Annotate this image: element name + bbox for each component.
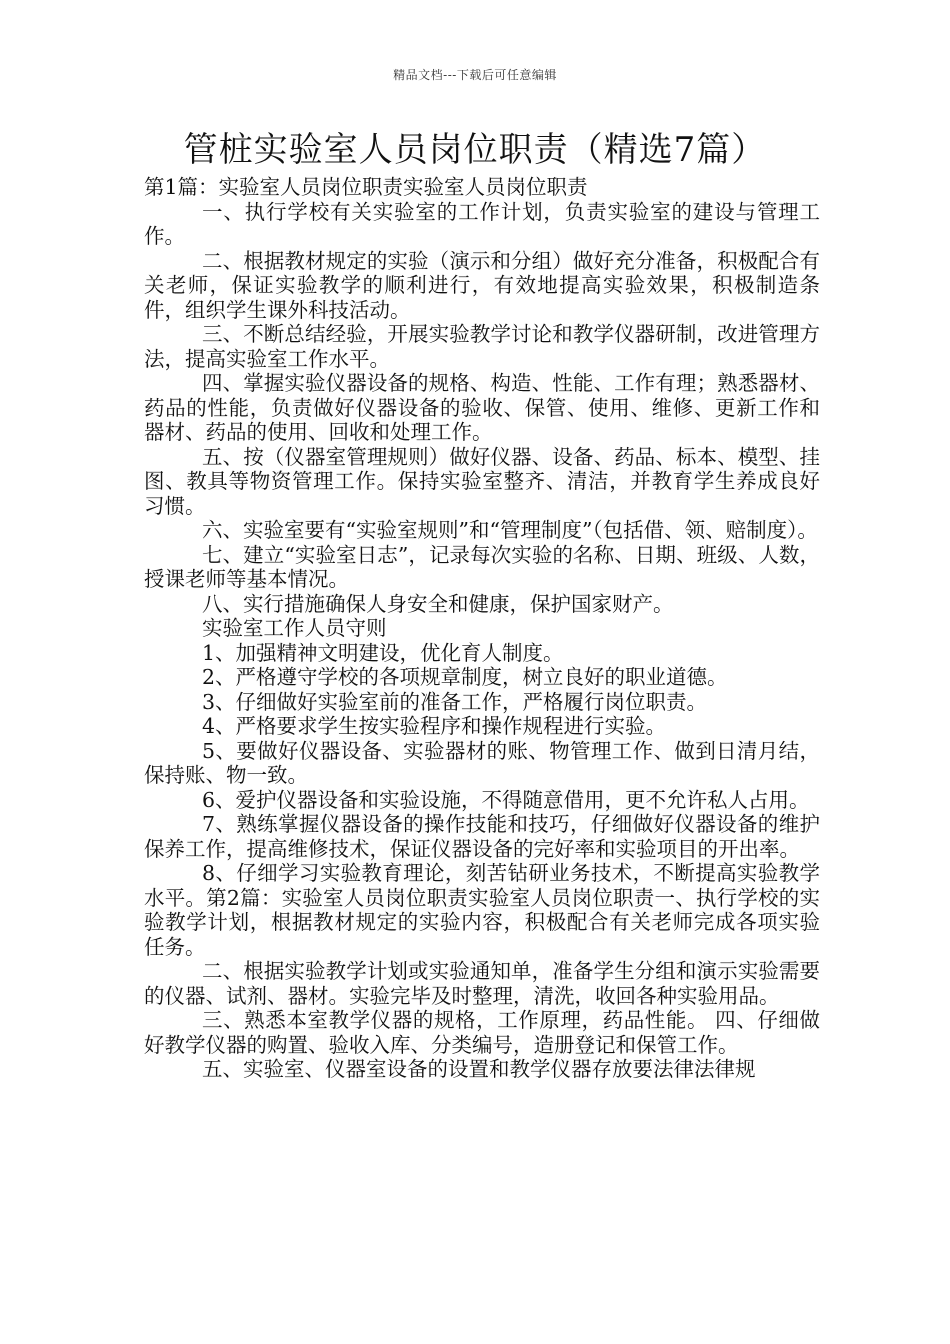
- list-item: 8、仔细学习实验教育理论，刻苦钻研业务技术，不断提高实验教学水平。第2篇：实验室人员岗位职责实验室人员岗位职责一、执行学校的实验教学计划，根据教材规定的实验内容，积极配合有关老师完成各项实验任务。: [144, 861, 820, 959]
- list-item: 4、严格要求学生按实验程序和操作规程进行实验。: [202, 714, 667, 738]
- paragraph: 五、按（仪器室管理规则）做好仪器、设备、药品、标本、模型、挂图、教具等物资管理工作。保持实验室整齐、清洁，并教育学生养成良好习惯。: [144, 444, 820, 518]
- section-heading: 第1篇：实验室人员岗位职责实验室人员岗位职责: [144, 175, 588, 199]
- paragraph: 三、不断总结经验，开展实验教学讨论和教学仪器研制，改进管理方法，提高实验室工作水平。: [144, 322, 820, 371]
- paragraph: 八、实行措施确保人身安全和健康，保护国家财产。: [202, 591, 674, 616]
- paragraph: 一、执行学校有关实验室的工作计划，负责实验室的建设与管理工作。: [144, 199, 820, 248]
- paragraph: 三、熟悉本室教学仪器的规格，工作原理，药品性能。 四、仔细做好教学仪器的购置、验收入库、分类编号，造册登记和保管工作。: [144, 1008, 820, 1057]
- subsection-heading: 实验室工作人员守则: [202, 616, 387, 640]
- list-item: 1、加强精神文明建设，优化育人制度。: [202, 640, 564, 665]
- header-note: 精品文档---下载后可任意编辑: [393, 68, 557, 82]
- paragraph: 四、掌握实验仪器设备的规格、构造、性能、工作有理；熟悉器材、药品的性能，负责做好仪器设备的验收、保管、使用、维修、更新工作和器材、药品的使用、回收和处理工作。: [144, 371, 820, 444]
- paragraph: 二、根据教材规定的实验（演示和分组）做好充分准备，积极配合有关老师，保证实验教学的顺利进行，有效地提高实验效果，积极制造条件，组织学生课外科技活动。: [144, 248, 820, 322]
- list-item: 5、要做好仪器设备、实验器材的账、物管理工作、做到日清月结，保持账、物一致。: [144, 738, 820, 787]
- list-item: 3、仔细做好实验室前的准备工作，严格履行岗位职责。: [202, 689, 708, 714]
- list-item: 6、爱护仪器设备和实验设施，不得随意借用，更不允许私人占用。: [202, 787, 810, 812]
- paragraph: 七、建立“实验室日志”，记录每次实验的名称、日期、班级、人数，授课老师等基本情况。: [144, 542, 820, 591]
- paragraph: 六、实验室要有“实验室规则”和“管理制度”（包括借、领、赔制度）。: [202, 518, 818, 542]
- document-title: 管桩实验室人员岗位职责（精选7篇）: [183, 130, 767, 170]
- document-body: [144, 175, 820, 1082]
- list-item: 2、严格遵守学校的各项规章制度，树立良好的职业道德。: [202, 665, 728, 689]
- list-item: 7、熟练掌握仪器设备的操作技能和技巧，仔细做好仪器设备的维护保养工作，提高维修技术，保证仪器设备的完好率和实验项目的开出率。: [144, 812, 820, 861]
- paragraph: 二、根据实验教学计划或实验通知单，准备学生分组和演示实验需要的仪器、试剂、器材。实验完毕及时整理，清洗，收回各种实验用品。: [144, 959, 820, 1008]
- paragraph: 五、实验室、仪器室设备的设置和教学仪器存放要法律法律规: [202, 1057, 756, 1081]
